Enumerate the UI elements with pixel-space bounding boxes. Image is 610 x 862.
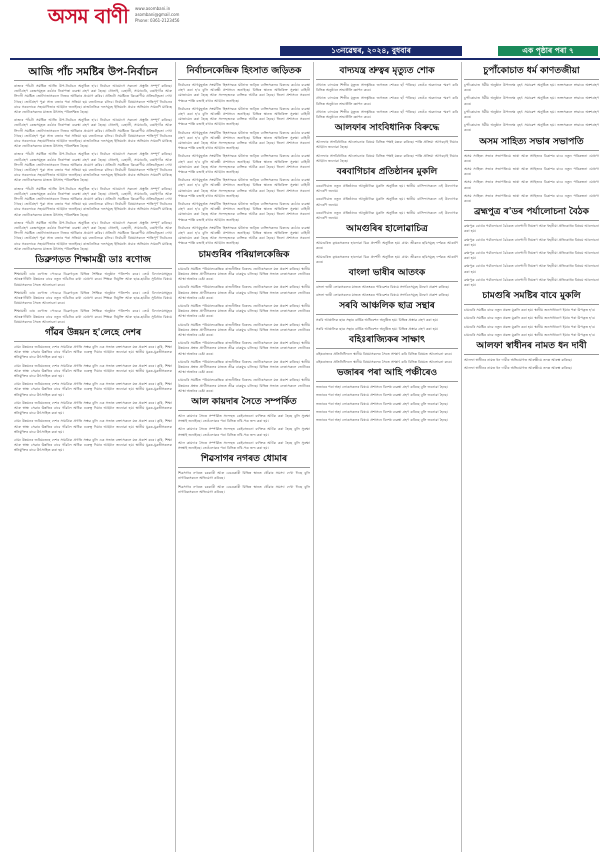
article-body: শিক্ষামন্ত্ৰী ডাঃ ৰণোজ পেগুৱে ডিব্ৰুগড়ত বিভিন্ন শৈক্ষিক অনুষ্ঠান পৰিদৰ্শন কৰে। তেওঁ বিদ্যালয়সমূহৰ আন্তঃগাঁথনি উন্নয়নৰ বাবে নতুন আঁচনিৰ কথা ঘোষণা কৰে। শিক্ষক নিযুক্তি আৰু ছাত্ৰ-ছাত্ৰীৰ সুবিধাৰ বিষয়ে বিষয়াসকলৰ সৈতে আলোচনা কৰে। [14,272,172,287]
article-body: আলফা স্বাধীনৰ নামত ধন দাবীৰ অভিযোগত আৰক্ষীয়ে তদন্ত আৰম্ভ কৰিছে। [464,366,573,371]
column-1 [14,64,172,852]
article-body: নিৰ্বাচনৰ আগমুহূৰ্তত সংঘটিত হিংসাত্মক ঘটনাত জড়িত ব্যক্তিসকলৰ বিৰুদ্ধে কঠোৰ ব্যৱস্থা গ্ৰহণ কৰা হ'ব বুলি আৰক্ষী প্ৰশাসনে জনাইছে। বিভিন্ন স্থানত অতিৰিক্ত সুৰক্ষা বাহিনী মোতায়েন কৰা হৈছে আৰু সন্দেহজনক ব্যক্তিক আটক কৰা হৈছে। জিলা প্ৰশাসনে সকলো পক্ষকে শান্তি বজাই ৰখাৰ আহ্বান জনাইছে। [178,202,310,222]
article-body: চামগুৰি সমষ্টিৰ বাবে নতুন প্ৰকল্প মুকলি কৰা হয়। স্থানীয় জনসাধাৰণে ইয়াৰ পৰা উপকৃত হ'ব। [464,308,596,313]
article-body: প্ৰখ্যাত বাদ্যযন্ত্ৰ শিল্পীৰ মৃত্যুত সাংস্কৃতিক জগতত শোকৰ ছাঁ পৰিছে। তেওঁৰ অৱদানক স্মৰণ কৰি বিভিন্ন অনুষ্ঠানে শ্ৰদ্ধাঞ্জলি জ্ঞাপন কৰে। [316,83,458,93]
column-3 [316,64,458,852]
article-body: চামগুৰি সমষ্টিৰ বাবে নতুন প্ৰকল্প মুকলি কৰা হয়। স্থানীয় জনসাধাৰণে ইয়াৰ পৰা উপকৃত হ'ব। [464,324,596,329]
article-body: ভজাৰৰ পৰা অহা লোকসকলৰ বিষয়ে প্ৰশাসনে বিশেষ ব্যৱস্থা গ্ৰহণ কৰিছে বুলি জনোৱা হৈছে। [316,409,448,414]
article-body: নিৰ্বাচনৰ আগমুহূৰ্তত সংঘটিত হিংসাত্মক ঘটনাত জড়িত ব্যক্তিসকলৰ বিৰুদ্ধে কঠোৰ ব্যৱস্থা গ্ৰহণ কৰা হ'ব বুলি আৰক্ষী প্ৰশাসনে জনাইছে। বিভিন্ন স্থানত অতিৰিক্ত সুৰক্ষা বাহিনী মোতায়েন কৰা হৈছে আৰু সন্দেহজনক ব্যক্তিক আটক কৰা হৈছে। জিলা প্ৰশাসনে সকলো পক্ষকে শান্তি বজাই ৰখাৰ আহ্বান জনাইছে। [178,130,310,151]
article-body: বৰবাগিচাত নতুন প্ৰতিষ্ঠানৰ আনুষ্ঠানিক মুকলি অনুষ্ঠিত হয়। স্থানীয় বাসিন্দাসকলে এই উদ্যোগক আদৰণি জনায়। [316,210,458,221]
article-body: বৰবাগিচাত নতুন প্ৰতিষ্ঠানৰ আনুষ্ঠানিক মুকলি অনুষ্ঠিত হয়। স্থানীয় বাসিন্দাসকলে এই উদ্যোগক আদৰণি জনায়। [316,184,458,194]
article-body: সৰবি আঞ্চলিক ছাত্ৰ সন্থাৰ বাৰ্ষিক অধিবেশন অনুষ্ঠিত হয়। বিভিন্ন প্ৰস্তাৱ গ্ৰহণ কৰা হয়। [316,318,438,323]
article-body: চুপাঁকোচাত ধৰ্মীয় অনুষ্ঠান উপলক্ষে বৃহৎ সমাৱেশ অনুষ্ঠিত হয়। ভক্তসকলে শ্ৰদ্ধাৰে অংশগ্ৰহণ কৰে। [464,83,599,93]
article-body: নিৰ্বাচনৰ আগমুহূৰ্তত সংঘটিত হিংসাত্মক ঘটনাত জড়িত ব্যক্তিসকলৰ বিৰুদ্ধে কঠোৰ ব্যৱস্থা গ্ৰহণ কৰা হ'ব বুলি আৰক্ষী প্ৰশাসনে জনাইছে। বিভিন্ন স্থানত অতিৰিক্ত সুৰক্ষা বাহিনী মোতায়েন কৰা হৈছে আৰু সন্দেহজনক ব্যক্তিক আটক কৰা হৈছে। জিলা প্ৰশাসনে সকলো পক্ষকে শান্তি বজাই ৰখাৰ আহ্বান জনাইছে। [178,83,310,103]
article-body: চুপাঁকোচাত ধৰ্মীয় অনুষ্ঠান উপলক্ষে বৃহৎ সমাৱেশ অনুষ্ঠিত হয়। ভক্তসকলে শ্ৰদ্ধাৰে অংশগ্ৰহণ কৰে। [464,96,599,106]
article-body: আল কায়দাৰ সৈতে সম্পৰ্কিত সন্দেহত কেইবাজনো ব্যক্তিক আটক কৰা হৈছে বুলি সুৰক্ষা সংস্থাই জনাইছে। তেওঁলোকৰ পৰা বিভিন্ন নথি-পত্ৰ জব্দ কৰা হয়। [178,427,310,437]
article-body: চামগুৰি সমষ্টিত পৰিয়ালকেন্দ্ৰিক ৰাজনীতিৰ বিৰুদ্ধে ভোটাৰসকলে মত প্ৰকাশ কৰিছে। স্থানীয় উন্নয়নৰ প্ৰশ্নত প্ৰাৰ্থীসকলৰ মাজত তীব্ৰ বাকযুদ্ধ চলিছে। বিভিন্ন সভাত নেতাসকলে ভোটাৰৰ আস্থা অৰ্জনৰ চেষ্টা কৰে। [178,266,310,282]
article-body: আলফাৰ সাংবিধানিক আলোচনাৰ বিষয়ে বিভিন্ন পক্ষই মন্তব্য কৰিছে। শান্তি প্ৰক্ৰিয়া আগবঢ়াই নিয়াৰ আহ্বান জনোৱা হৈছে। [316,140,458,150]
article-headline: চামগুৰি সমষ্টিৰ বাবে মুকলি [464,291,599,305]
date-banner: ১৩নৱেম্বৰ, ২০২৪, বুধবাৰ [280,46,462,56]
article-body: চামগুৰি সমষ্টিৰ বাবে নতুন প্ৰকল্প মুকলি কৰা হয়। স্থানীয় জনসাধাৰণে ইয়াৰ পৰা উপকৃত হ'ব। [464,316,596,321]
article-body: আমগুৰিত কৃষকসকলৰ হালোৱা চিত্ৰ প্ৰদৰ্শনী অনুষ্ঠিত হয়। গ্ৰাম্য জীৱনৰ ছবিসমূহে দৰ্শকক আকৰ্ষণ কৰে। [316,254,458,264]
column-2 [178,64,310,852]
column-divider [461,62,462,852]
page-number-banner: এক পৃষ্ঠাৰ পৰা ৭ [498,46,598,56]
article-body: শিক্ষামন্ত্ৰী ডাঃ ৰণোজ পেগুৱে ডিব্ৰুগড়ত বিভিন্ন শৈক্ষিক অনুষ্ঠান পৰিদৰ্শন কৰে। তেওঁ বিদ্যালয়সমূহৰ আন্তঃগাঁথনি উন্নয়নৰ বাবে নতুন আঁচনিৰ কথা ঘোষণা কৰে। শিক্ষক নিযুক্তি আৰু ছাত্ৰ-ছাত্ৰীৰ সুবিধাৰ বিষয়ে বিষয়াসকলৰ সৈতে আলোচনা কৰে। [14,309,172,324]
article-body: চামগুৰি সমষ্টিত পৰিয়ালকেন্দ্ৰিক ৰাজনীতিৰ বিৰুদ্ধে ভোটাৰসকলে মত প্ৰকাশ কৰিছে। স্থানীয় উন্নয়নৰ প্ৰশ্নত প্ৰাৰ্থীসকলৰ মাজত তীব্ৰ বাকযুদ্ধ চলিছে। বিভিন্ন সভাত নেতাসকলে ভোটাৰৰ আস্থা অৰ্জনৰ চেষ্টা কৰে। [178,303,310,319]
article-headline: চুপাঁকোচাত ধৰ্ম কাণতজীয়া [464,66,599,80]
article-body: অসম সাহিত্য সভাৰ সভাপতিয়ে ভাষা আৰু সাহিত্যৰ বিকাশৰ বাবে নতুন পৰিকল্পনা ঘোষণা কৰে। [464,167,599,177]
column-4 [464,64,599,852]
newspaper-logo: অসম বাণী [48,4,129,28]
article-body: ভজাৰৰ পৰা অহা লোকসকলৰ বিষয়ে প্ৰশাসনে বিশেষ ব্যৱস্থা গ্ৰহণ কৰিছে বুলি জনোৱা হৈছে। [316,401,448,406]
article-body: নিৰ্বাচনৰ আগমুহূৰ্তত সংঘটিত হিংসাত্মক ঘটনাত জড়িত ব্যক্তিসকলৰ বিৰুদ্ধে কঠোৰ ব্যৱস্থা গ্ৰহণ কৰা হ'ব বুলি আৰক্ষী প্ৰশাসনে জনাইছে। বিভিন্ন স্থানত অতিৰিক্ত সুৰক্ষা বাহিনী মোতায়েন কৰা হৈছে আৰু সন্দেহজনক ব্যক্তিক আটক কৰা হৈছে। জিলা প্ৰশাসনে সকলো পক্ষকে শান্তি বজাই ৰখাৰ আহ্বান জনাইছে। [178,154,310,175]
article-body: আল কায়দাৰ সৈতে সম্পৰ্কিত সন্দেহত কেইবাজনো ব্যক্তিক আটক কৰা হৈছে বুলি সুৰক্ষা সংস্থাই জনাইছে। তেওঁলোকৰ পৰা বিভিন্ন নথি-পত্ৰ জব্দ কৰা হয়। [178,440,310,450]
article-body: চামগুৰি সমষ্টিত পৰিয়ালকেন্দ্ৰিক ৰাজনীতিৰ বিৰুদ্ধে ভোটাৰসকলে মত প্ৰকাশ কৰিছে। স্থানীয় উন্নয়নৰ প্ৰশ্নত প্ৰাৰ্থীসকলৰ মাজত তীব্ৰ বাকযুদ্ধ চলিছে। বিভিন্ন সভাত নেতাসকলে ভোটাৰৰ আস্থা অৰ্জনৰ চেষ্টা কৰে। [178,285,310,300]
article-headline: আমগুৰিৰ হালোৱাচিত্ৰ [316,224,458,238]
article-body: গ্ৰাম্য উন্নয়নৰ জৰিয়তেহে দেশৰ সামগ্ৰিক প্ৰগতি সম্ভৱ বুলি এক সভাত বক্তাসকলে মত প্ৰকাশ কৰে। কৃষি, শিক্ষা আৰু স্বাস্থ্য সেৱাৰ উন্নতিৰ বাবে গাঁৱলৈ অধিক গুৰুত্ব দিয়াৰ আহ্বান জনোৱা হয়। স্থানীয় যুৱক-যুৱতীসকলক স্বনিযুক্তিৰ বাবে উৎসাহিত কৰা হয়। [14,400,172,416]
article-body: অসম সাহিত্য সভাৰ সভাপতিয়ে ভাষা আৰু সাহিত্যৰ বিকাশৰ বাবে নতুন পৰিকল্পনা ঘোষণা কৰে। [464,153,599,163]
article-body: ৰাজ্যৰ পাঁচটা সমষ্টিত আজি উপ-নিৰ্বাচন অনুষ্ঠিত হ'ব। নিৰ্বাচন আয়োগে সকলো প্ৰস্তুতি সম্পূৰ্ণ কৰিছে। ভোটগ্ৰহণ কেন্দ্ৰসমূহত কঠোৰ নিৰাপত্তা ব্যৱস্থা গ্ৰহণ কৰা হৈছে। ধোলাই, বেহালী, সামাগুৰি, বঙাইগাঁও আৰু সিদলী সমষ্টিত ভোটদাতাসকলে নিজৰ অধিকাৰ প্ৰয়োগ কৰিব। প্ৰতিটো সমষ্টিতে ত্ৰিকোণীয় প্ৰতিদ্বন্দ্বিতা দেখা গৈছে। ভোটগ্ৰহণ পুৱা সাত বজাৰ পৰা সন্ধিয়া ছয় বজালৈকে চলিব। নিৰ্বাচনী বিষয়াসকলে শান্তিপূৰ্ণ নিৰ্বাচনৰ বাবে সকলোকে সহযোগিতাৰ আহ্বান জনাইছে। ৰাজনৈতিক দলসমূহে ইতিমধ্যে প্ৰচাৰ অভিযান সামৰণি মাৰিছে আৰু ভোটাৰসকলৰ মাজত উৎসাহ পৰিলক্ষিত হৈছে। [14,186,172,217]
article-headline: আলফা স্বাধীনৰ নামত ধন দাবী [464,341,599,355]
article-body: বহিঃৰাজ্যৰ প্ৰতিনিধিদলে স্থানীয় বিষয়াসকলৰ সৈতে সাক্ষাৎ কৰি বিভিন্ন বিষয়ত আলোচনা কৰে। [316,360,452,365]
article-body: অসম সাহিত্য সভাৰ সভাপতিয়ে ভাষা আৰু সাহিত্যৰ বিকাশৰ বাবে নতুন পৰিকল্পনা ঘোষণা কৰে। [464,193,599,204]
article-body: ভজাৰৰ পৰা অহা লোকসকলৰ বিষয়ে প্ৰশাসনে বিশেষ ব্যৱস্থা গ্ৰহণ কৰিছে বুলি জনোৱা হৈছে। [316,393,448,398]
masthead-divider [10,58,600,60]
article-body: অসম সাহিত্য সভাৰ সভাপতিয়ে ভাষা আৰু সাহিত্যৰ বিকাশৰ বাবে নতুন পৰিকল্পনা ঘোষণা কৰে। [464,180,599,190]
article-body: শিক্ষামন্ত্ৰী ডাঃ ৰণোজ পেগুৱে ডিব্ৰুগড়ত বিভিন্ন শৈক্ষিক অনুষ্ঠান পৰিদৰ্শন কৰে। তেওঁ বিদ্যালয়সমূহৰ আন্তঃগাঁথনি উন্নয়নৰ বাবে নতুন আঁচনিৰ কথা ঘোষণা কৰে। শিক্ষক নিযুক্তি আৰু ছাত্ৰ-ছাত্ৰীৰ সুবিধাৰ বিষয়ে বিষয়াসকলৰ সৈতে আলোচনা কৰে। [14,290,172,306]
article-headline: ভজাৰৰ পৰা আহি পঞ্চীৰেও [316,368,458,382]
article-body: চুপাঁকোচাত ধৰ্মীয় অনুষ্ঠান উপলক্ষে বৃহৎ সমাৱেশ অনুষ্ঠিত হয়। ভক্তসকলে শ্ৰদ্ধাৰে অংশগ্ৰহণ কৰে। [464,109,599,120]
article-body: নিৰ্বাচনৰ আগমুহূৰ্তত সংঘটিত হিংসাত্মক ঘটনাত জড়িত ব্যক্তিসকলৰ বিৰুদ্ধে কঠোৰ ব্যৱস্থা গ্ৰহণ কৰা হ'ব বুলি আৰক্ষী প্ৰশাসনে জনাইছে। বিভিন্ন স্থানত অতিৰিক্ত সুৰক্ষা বাহিনী মোতায়েন কৰা হৈছে আৰু সন্দেহজনক ব্যক্তিক আটক কৰা হৈছে। জিলা প্ৰশাসনে সকলো পক্ষকে শান্তি বজাই ৰখাৰ আহ্বান জনাইছে। [178,225,310,246]
article-body: ৰাজ্যৰ পাঁচটা সমষ্টিত আজি উপ-নিৰ্বাচন অনুষ্ঠিত হ'ব। নিৰ্বাচন আয়োগে সকলো প্ৰস্তুতি সম্পূৰ্ণ কৰিছে। ভোটগ্ৰহণ কেন্দ্ৰসমূহত কঠোৰ নিৰাপত্তা ব্যৱস্থা গ্ৰহণ কৰা হৈছে। ধোলাই, বেহালী, সামাগুৰি, বঙাইগাঁও আৰু সিদলী সমষ্টিত ভোটদাতাসকলে নিজৰ অধিকাৰ প্ৰয়োগ কৰিব। প্ৰতিটো সমষ্টিতে ত্ৰিকোণীয় প্ৰতিদ্বন্দ্বিতা দেখা গৈছে। ভোটগ্ৰহণ পুৱা সাত বজাৰ পৰা সন্ধিয়া ছয় বজালৈকে চলিব। নিৰ্বাচনী বিষয়াসকলে শান্তিপূৰ্ণ নিৰ্বাচনৰ বাবে সকলোকে সহযোগিতাৰ আহ্বান জনাইছে। ৰাজনৈতিক দলসমূহে ইতিমধ্যে প্ৰচাৰ অভিযান সামৰণি মাৰিছে আৰু ভোটাৰসকলৰ মাজত উৎসাহ পৰিলক্ষিত হৈছে। [14,118,172,149]
article-headline: বৰবাগিচাৰ প্ৰতিষ্ঠানৰ মুকলি [316,167,458,181]
article-body: ভজাৰৰ পৰা অহা লোকসকলৰ বিষয়ে প্ৰশাসনে বিশেষ ব্যৱস্থা গ্ৰহণ কৰিছে বুলি জনোৱা হৈছে। [316,418,448,423]
masthead [0,0,610,58]
article-body: সৰবি আঞ্চলিক ছাত্ৰ সন্থাৰ বাৰ্ষিক অধিবেশন অনুষ্ঠিত হয়। বিভিন্ন প্ৰস্তাৱ গ্ৰহণ কৰা হয়। [316,326,438,331]
article-headline: বাদ্যযন্ত্ৰ শ্ৰুত্বৰ মৃত্যুত শোক [316,66,458,80]
article-body: ব্ৰহ্মপুত্ৰ বোৰ্ডৰ পৰ্যালোচনা বৈঠকত বানপানী নিয়ন্ত্ৰণ আৰু খহনীয়া প্ৰতিৰোধৰ বিষয়ে আলোচনা কৰা হয়। [464,277,599,288]
article-headline: শিৱসাগৰ নগৰত ধোমাৰ [178,454,310,468]
article-body: আমগুৰিত কৃষকসকলৰ হালোৱা চিত্ৰ প্ৰদৰ্শনী অনুষ্ঠিত হয়। গ্ৰাম্য জীৱনৰ ছবিসমূহে দৰ্শকক আকৰ্ষণ কৰে। [316,241,458,251]
article-body: চামগুৰি সমষ্টিৰ বাবে নতুন প্ৰকল্প মুকলি কৰা হয়। স্থানীয় জনসাধাৰণে ইয়াৰ পৰা উপকৃত হ'ব। [464,332,596,337]
article-body: আলফা স্বাধীনৰ নামত ধন দাবীৰ অভিযোগত আৰক্ষীয়ে তদন্ত আৰম্ভ কৰিছে। [464,358,573,363]
article-body: আল কায়দাৰ সৈতে সম্পৰ্কিত সন্দেহত কেইবাজনো ব্যক্তিক আটক কৰা হৈছে বুলি সুৰক্ষা সংস্থাই জনাইছে। তেওঁলোকৰ পৰা বিভিন্ন নথি-পত্ৰ জব্দ কৰা হয়। [178,413,310,424]
article-body: গ্ৰাম্য উন্নয়নৰ জৰিয়তেহে দেশৰ সামগ্ৰিক প্ৰগতি সম্ভৱ বুলি এক সভাত বক্তাসকলে মত প্ৰকাশ কৰে। কৃষি, শিক্ষা আৰু স্বাস্থ্য সেৱাৰ উন্নতিৰ বাবে গাঁৱলৈ অধিক গুৰুত্ব দিয়াৰ আহ্বান জনোৱা হয়। স্থানীয় যুৱক-যুৱতীসকলক স্বনিযুক্তিৰ বাবে উৎসাহিত কৰা হয়। [14,419,172,434]
column-divider [175,62,176,852]
contact-line: Phone: 0361-2123456 [135,18,180,23]
article-body: ব্ৰহ্মপুত্ৰ বোৰ্ডৰ পৰ্যালোচনা বৈঠকত বানপানী নিয়ন্ত্ৰণ আৰু খহনীয়া প্ৰতিৰোধৰ বিষয়ে আলোচনা কৰা হয়। [464,224,599,234]
article-body: ব্ৰহ্মপুত্ৰ বোৰ্ডৰ পৰ্যালোচনা বৈঠকত বানপানী নিয়ন্ত্ৰণ আৰু খহনীয়া প্ৰতিৰোধৰ বিষয়ে আলোচনা কৰা হয়। [464,237,599,247]
article-body: বাংলা ভাষী লোকসকলৰ মাজত আতংকৰ পৰিৱেশৰ বিষয়ে সংগঠনসমূহে উদ্বেগ প্ৰকাশ কৰিছে। [316,293,450,298]
article-body: শিৱসাগৰ নগৰত চৰকাৰী আৰু বেচৰকাৰী বিভিন্ন স্থানত ধোঁৱাৰ সমস্যা দেখা দিছে বুলি নাগৰিকসকলে অভিযোগ কৰিছে। [178,484,310,494]
article-body: বৰবাগিচাত নতুন প্ৰতিষ্ঠানৰ আনুষ্ঠানিক মুকলি অনুষ্ঠিত হয়। স্থানীয় বাসিন্দাসকলে এই উদ্যোগক আদৰণি জনায়। [316,197,458,207]
contact-info [135,6,179,24]
article-body: বাংলা ভাষী লোকসকলৰ মাজত আতংকৰ পৰিৱেশৰ বিষয়ে সংগঠনসমূহে উদ্বেগ প্ৰকাশ কৰিছে। [316,285,450,290]
article-headline: গাঁৱৰ উন্নয়ন হ'লেহে দেশৰ [14,328,172,342]
article-headline: বহিঃৰাজ্যিকৰ সাক্ষাৎ [316,335,458,349]
article-body: ৰাজ্যৰ পাঁচটা সমষ্টিত আজি উপ-নিৰ্বাচন অনুষ্ঠিত হ'ব। নিৰ্বাচন আয়োগে সকলো প্ৰস্তুতি সম্পূৰ্ণ কৰিছে। ভোটগ্ৰহণ কেন্দ্ৰসমূহত কঠোৰ নিৰাপত্তা ব্যৱস্থা গ্ৰহণ কৰা হৈছে। ধোলাই, বেহালী, সামাগুৰি, বঙাইগাঁও আৰু সিদলী সমষ্টিত ভোটদাতাসকলে নিজৰ অধিকাৰ প্ৰয়োগ কৰিব। প্ৰতিটো সমষ্টিতে ত্ৰিকোণীয় প্ৰতিদ্বন্দ্বিতা দেখা গৈছে। ভোটগ্ৰহণ পুৱা সাত বজাৰ পৰা সন্ধিয়া ছয় বজালৈকে চলিব। নিৰ্বাচনী বিষয়াসকলে শান্তিপূৰ্ণ নিৰ্বাচনৰ বাবে সকলোকে সহযোগিতাৰ আহ্বান জনাইছে। ৰাজনৈতিক দলসমূহে ইতিমধ্যে প্ৰচাৰ অভিযান সামৰণি মাৰিছে আৰু ভোটাৰসকলৰ মাজত উৎসাহ পৰিলক্ষিত হৈছে। [14,84,172,115]
article-body: গ্ৰাম্য উন্নয়নৰ জৰিয়তেহে দেশৰ সামগ্ৰিক প্ৰগতি সম্ভৱ বুলি এক সভাত বক্তাসকলে মত প্ৰকাশ কৰে। কৃষি, শিক্ষা আৰু স্বাস্থ্য সেৱাৰ উন্নতিৰ বাবে গাঁৱলৈ অধিক গুৰুত্ব দিয়াৰ আহ্বান জনোৱা হয়। স্থানীয় যুৱক-যুৱতীসকলক স্বনিযুক্তিৰ বাবে উৎসাহিত কৰা হয়। [14,363,172,378]
article-body: ব্ৰহ্মপুত্ৰ বোৰ্ডৰ পৰ্যালোচনা বৈঠকত বানপানী নিয়ন্ত্ৰণ আৰু খহনীয়া প্ৰতিৰোধৰ বিষয়ে আলোচনা কৰা হয়। [464,251,599,261]
article-body: প্ৰখ্যাত বাদ্যযন্ত্ৰ শিল্পীৰ মৃত্যুত সাংস্কৃতিক জগতত শোকৰ ছাঁ পৰিছে। তেওঁৰ অৱদানক স্মৰণ কৰি বিভিন্ন অনুষ্ঠানে শ্ৰদ্ধাঞ্জলি জ্ঞাপন কৰে। [316,96,458,106]
article-headline: অসম সাহিত্য সভাৰ সভাপতি [464,137,599,151]
article-body: গ্ৰাম্য উন্নয়নৰ জৰিয়তেহে দেশৰ সামগ্ৰিক প্ৰগতি সম্ভৱ বুলি এক সভাত বক্তাসকলে মত প্ৰকাশ কৰে। কৃষি, শিক্ষা আৰু স্বাস্থ্য সেৱাৰ উন্নতিৰ বাবে গাঁৱলৈ অধিক গুৰুত্ব দিয়াৰ আহ্বান জনোৱা হয়। স্থানীয় যুৱক-যুৱতীসকলক স্বনিযুক্তিৰ বাবে উৎসাহিত কৰা হয়। [14,344,172,360]
article-body: ব্ৰহ্মপুত্ৰ বোৰ্ডৰ পৰ্যালোচনা বৈঠকত বানপানী নিয়ন্ত্ৰণ আৰু খহনীয়া প্ৰতিৰোধৰ বিষয়ে আলোচনা কৰা হয়। [464,264,599,274]
article-headline: আল কায়দাৰ সৈতে সম্পৰ্কিত [178,397,310,411]
article-headline: চামগুৰিৰ পৰিয়ালকেন্দ্ৰিক [178,250,310,264]
article-body: ৰাজ্যৰ পাঁচটা সমষ্টিত আজি উপ-নিৰ্বাচন অনুষ্ঠিত হ'ব। নিৰ্বাচন আয়োগে সকলো প্ৰস্তুতি সম্পূৰ্ণ কৰিছে। ভোটগ্ৰহণ কেন্দ্ৰসমূহত কঠোৰ নিৰাপত্তা ব্যৱস্থা গ্ৰহণ কৰা হৈছে। ধোলাই, বেহালী, সামাগুৰি, বঙাইগাঁও আৰু সিদলী সমষ্টিত ভোটদাতাসকলে নিজৰ অধিকাৰ প্ৰয়োগ কৰিব। প্ৰতিটো সমষ্টিতে ত্ৰিকোণীয় প্ৰতিদ্বন্দ্বিতা দেখা গৈছে। ভোটগ্ৰহণ পুৱা সাত বজাৰ পৰা সন্ধিয়া ছয় বজালৈকে চলিব। নিৰ্বাচনী বিষয়াসকলে শান্তিপূৰ্ণ নিৰ্বাচনৰ বাবে সকলোকে সহযোগিতাৰ আহ্বান জনাইছে। ৰাজনৈতিক দলসমূহে ইতিমধ্যে প্ৰচাৰ অভিযান সামৰণি মাৰিছে আৰু ভোটাৰসকলৰ মাজত উৎসাহ পৰিলক্ষিত হৈছে। [14,220,172,251]
article-body: নিৰ্বাচনৰ আগমুহূৰ্তত সংঘটিত হিংসাত্মক ঘটনাত জড়িত ব্যক্তিসকলৰ বিৰুদ্ধে কঠোৰ ব্যৱস্থা গ্ৰহণ কৰা হ'ব বুলি আৰক্ষী প্ৰশাসনে জনাইছে। বিভিন্ন স্থানত অতিৰিক্ত সুৰক্ষা বাহিনী মোতায়েন কৰা হৈছে আৰু সন্দেহজনক ব্যক্তিক আটক কৰা হৈছে। জিলা প্ৰশাসনে সকলো পক্ষকে শান্তি বজাই ৰখাৰ আহ্বান জনাইছে। [178,106,310,127]
article-body: বহিঃৰাজ্যৰ প্ৰতিনিধিদলে স্থানীয় বিষয়াসকলৰ সৈতে সাক্ষাৎ কৰি বিভিন্ন বিষয়ত আলোচনা কৰে। [316,351,452,356]
article-body: চামগুৰি সমষ্টিত পৰিয়ালকেন্দ্ৰিক ৰাজনীতিৰ বিৰুদ্ধে ভোটাৰসকলে মত প্ৰকাশ কৰিছে। স্থানীয় উন্নয়নৰ প্ৰশ্নত প্ৰাৰ্থীসকলৰ মাজত তীব্ৰ বাকযুদ্ধ চলিছে। বিভিন্ন সভাত নেতাসকলে ভোটাৰৰ আস্থা অৰ্জনৰ চেষ্টা কৰে। [178,359,310,375]
article-body: চুপাঁকোচাত ধৰ্মীয় অনুষ্ঠান উপলক্ষে বৃহৎ সমাৱেশ অনুষ্ঠিত হয়। ভক্তসকলে শ্ৰদ্ধাৰে অংশগ্ৰহণ কৰে। [464,123,599,133]
article-body: ৰাজ্যৰ পাঁচটা সমষ্টিত আজি উপ-নিৰ্বাচন অনুষ্ঠিত হ'ব। নিৰ্বাচন আয়োগে সকলো প্ৰস্তুতি সম্পূৰ্ণ কৰিছে। ভোটগ্ৰহণ কেন্দ্ৰসমূহত কঠোৰ নিৰাপত্তা ব্যৱস্থা গ্ৰহণ কৰা হৈছে। ধোলাই, বেহালী, সামাগুৰি, বঙাইগাঁও আৰু সিদলী সমষ্টিত ভোটদাতাসকলে নিজৰ অধিকাৰ প্ৰয়োগ কৰিব। প্ৰতিটো সমষ্টিতে ত্ৰিকোণীয় প্ৰতিদ্বন্দ্বিতা দেখা গৈছে। ভোটগ্ৰহণ পুৱা সাত বজাৰ পৰা সন্ধিয়া ছয় বজালৈকে চলিব। নিৰ্বাচনী বিষয়াসকলে শান্তিপূৰ্ণ নিৰ্বাচনৰ বাবে সকলোকে সহযোগিতাৰ আহ্বান জনাইছে। ৰাজনৈতিক দলসমূহে ইতিমধ্যে প্ৰচাৰ অভিযান সামৰণি মাৰিছে আৰু ভোটাৰসকলৰ মাজত উৎসাহ পৰিলক্ষিত হৈছে। [14,152,172,183]
article-headline: আলফাৰ সাংবিধানিক বিৰুদ্ধে [316,123,458,137]
article-body: শিৱসাগৰ নগৰত চৰকাৰী আৰু বেচৰকাৰী বিভিন্ন স্থানত ধোঁৱাৰ সমস্যা দেখা দিছে বুলি নাগৰিকসকলে অভিযোগ কৰিছে। [178,471,310,481]
article-body: নিৰ্বাচনৰ আগমুহূৰ্তত সংঘটিত হিংসাত্মক ঘটনাত জড়িত ব্যক্তিসকলৰ বিৰুদ্ধে কঠোৰ ব্যৱস্থা গ্ৰহণ কৰা হ'ব বুলি আৰক্ষী প্ৰশাসনে জনাইছে। বিভিন্ন স্থানত অতিৰিক্ত সুৰক্ষা বাহিনী মোতায়েন কৰা হৈছে আৰু সন্দেহজনক ব্যক্তিক আটক কৰা হৈছে। জিলা প্ৰশাসনে সকলো পক্ষকে শান্তি বজাই ৰখাৰ আহ্বান জনাইছে। [178,178,310,198]
article-body: গ্ৰাম্য উন্নয়নৰ জৰিয়তেহে দেশৰ সামগ্ৰিক প্ৰগতি সম্ভৱ বুলি এক সভাত বক্তাসকলে মত প্ৰকাশ কৰে। কৃষি, শিক্ষা আৰু স্বাস্থ্য সেৱাৰ উন্নতিৰ বাবে গাঁৱলৈ অধিক গুৰুত্ব দিয়াৰ আহ্বান জনোৱা হয়। স্থানীয় যুৱক-যুৱতীসকলক স্বনিযুক্তিৰ বাবে উৎসাহিত কৰা হয়। [14,437,172,453]
contact-line: www.asombani.in [135,6,171,11]
article-headline: সৰবি আঞ্চলিক ছাত্ৰ সন্থাৰ [316,301,458,315]
article-body: চামগুৰি সমষ্টিত পৰিয়ালকেন্দ্ৰিক ৰাজনীতিৰ বিৰুদ্ধে ভোটাৰসকলে মত প্ৰকাশ কৰিছে। স্থানীয় উন্নয়নৰ প্ৰশ্নত প্ৰাৰ্থীসকলৰ মাজত তীব্ৰ বাকযুদ্ধ চলিছে। বিভিন্ন সভাত নেতাসকলে ভোটাৰৰ আস্থা অৰ্জনৰ চেষ্টা কৰে। [178,341,310,356]
article-body: চামগুৰি সমষ্টিত পৰিয়ালকেন্দ্ৰিক ৰাজনীতিৰ বিৰুদ্ধে ভোটাৰসকলে মত প্ৰকাশ কৰিছে। স্থানীয় উন্নয়নৰ প্ৰশ্নত প্ৰাৰ্থীসকলৰ মাজত তীব্ৰ বাকযুদ্ধ চলিছে। বিভিন্ন সভাত নেতাসকলে ভোটাৰৰ আস্থা অৰ্জনৰ চেষ্টা কৰে। [178,378,310,393]
article-body: ভজাৰৰ পৰা অহা লোকসকলৰ বিষয়ে প্ৰশাসনে বিশেষ ব্যৱস্থা গ্ৰহণ কৰিছে বুলি জনোৱা হৈছে। [316,385,448,390]
article-headline: ব্ৰহ্মপুত্ৰ ৰ'ডৰ পৰ্যালোচনা বৈঠক [464,207,599,221]
contact-line: asombani@gmail.com [135,12,180,17]
article-headline: নিৰ্বাচনকেন্দ্ৰিক হিংসাত জড়িতক [178,66,310,80]
article-headline: বাংলা ভাষীৰ আতংক [316,268,458,282]
article-body: গ্ৰাম্য উন্নয়নৰ জৰিয়তেহে দেশৰ সামগ্ৰিক প্ৰগতি সম্ভৱ বুলি এক সভাত বক্তাসকলে মত প্ৰকাশ কৰে। কৃষি, শিক্ষা আৰু স্বাস্থ্য সেৱাৰ উন্নতিৰ বাবে গাঁৱলৈ অধিক গুৰুত্ব দিয়াৰ আহ্বান জনোৱা হয়। স্থানীয় যুৱক-যুৱতীসকলক স্বনিযুক্তিৰ বাবে উৎসাহিত কৰা হয়। [14,382,172,397]
article-headline: আজি পাঁচ সমষ্টিৰ উপ-নিৰ্বাচন [14,66,172,81]
article-headline: ডিব্ৰুগড়ত শিক্ষামন্ত্ৰী ডাঃ ৰণোজ [14,255,172,269]
article-body: চামগুৰি সমষ্টিত পৰিয়ালকেন্দ্ৰিক ৰাজনীতিৰ বিৰুদ্ধে ভোটাৰসকলে মত প্ৰকাশ কৰিছে। স্থানীয় উন্নয়নৰ প্ৰশ্নত প্ৰাৰ্থীসকলৰ মাজত তীব্ৰ বাকযুদ্ধ চলিছে। বিভিন্ন সভাত নেতাসকলে ভোটাৰৰ আস্থা অৰ্জনৰ চেষ্টা কৰে। [178,322,310,337]
column-divider [313,62,314,852]
article-body: প্ৰখ্যাত বাদ্যযন্ত্ৰ শিল্পীৰ মৃত্যুত সাংস্কৃতিক জগতত শোকৰ ছাঁ পৰিছে। তেওঁৰ অৱদানক স্মৰণ কৰি বিভিন্ন অনুষ্ঠানে শ্ৰদ্ধাঞ্জলি জ্ঞাপন কৰে। [316,109,458,120]
article-body: আলফাৰ সাংবিধানিক আলোচনাৰ বিষয়ে বিভিন্ন পক্ষই মন্তব্য কৰিছে। শান্তি প্ৰক্ৰিয়া আগবঢ়াই নিয়াৰ আহ্বান জনোৱা হৈছে। [316,153,458,163]
